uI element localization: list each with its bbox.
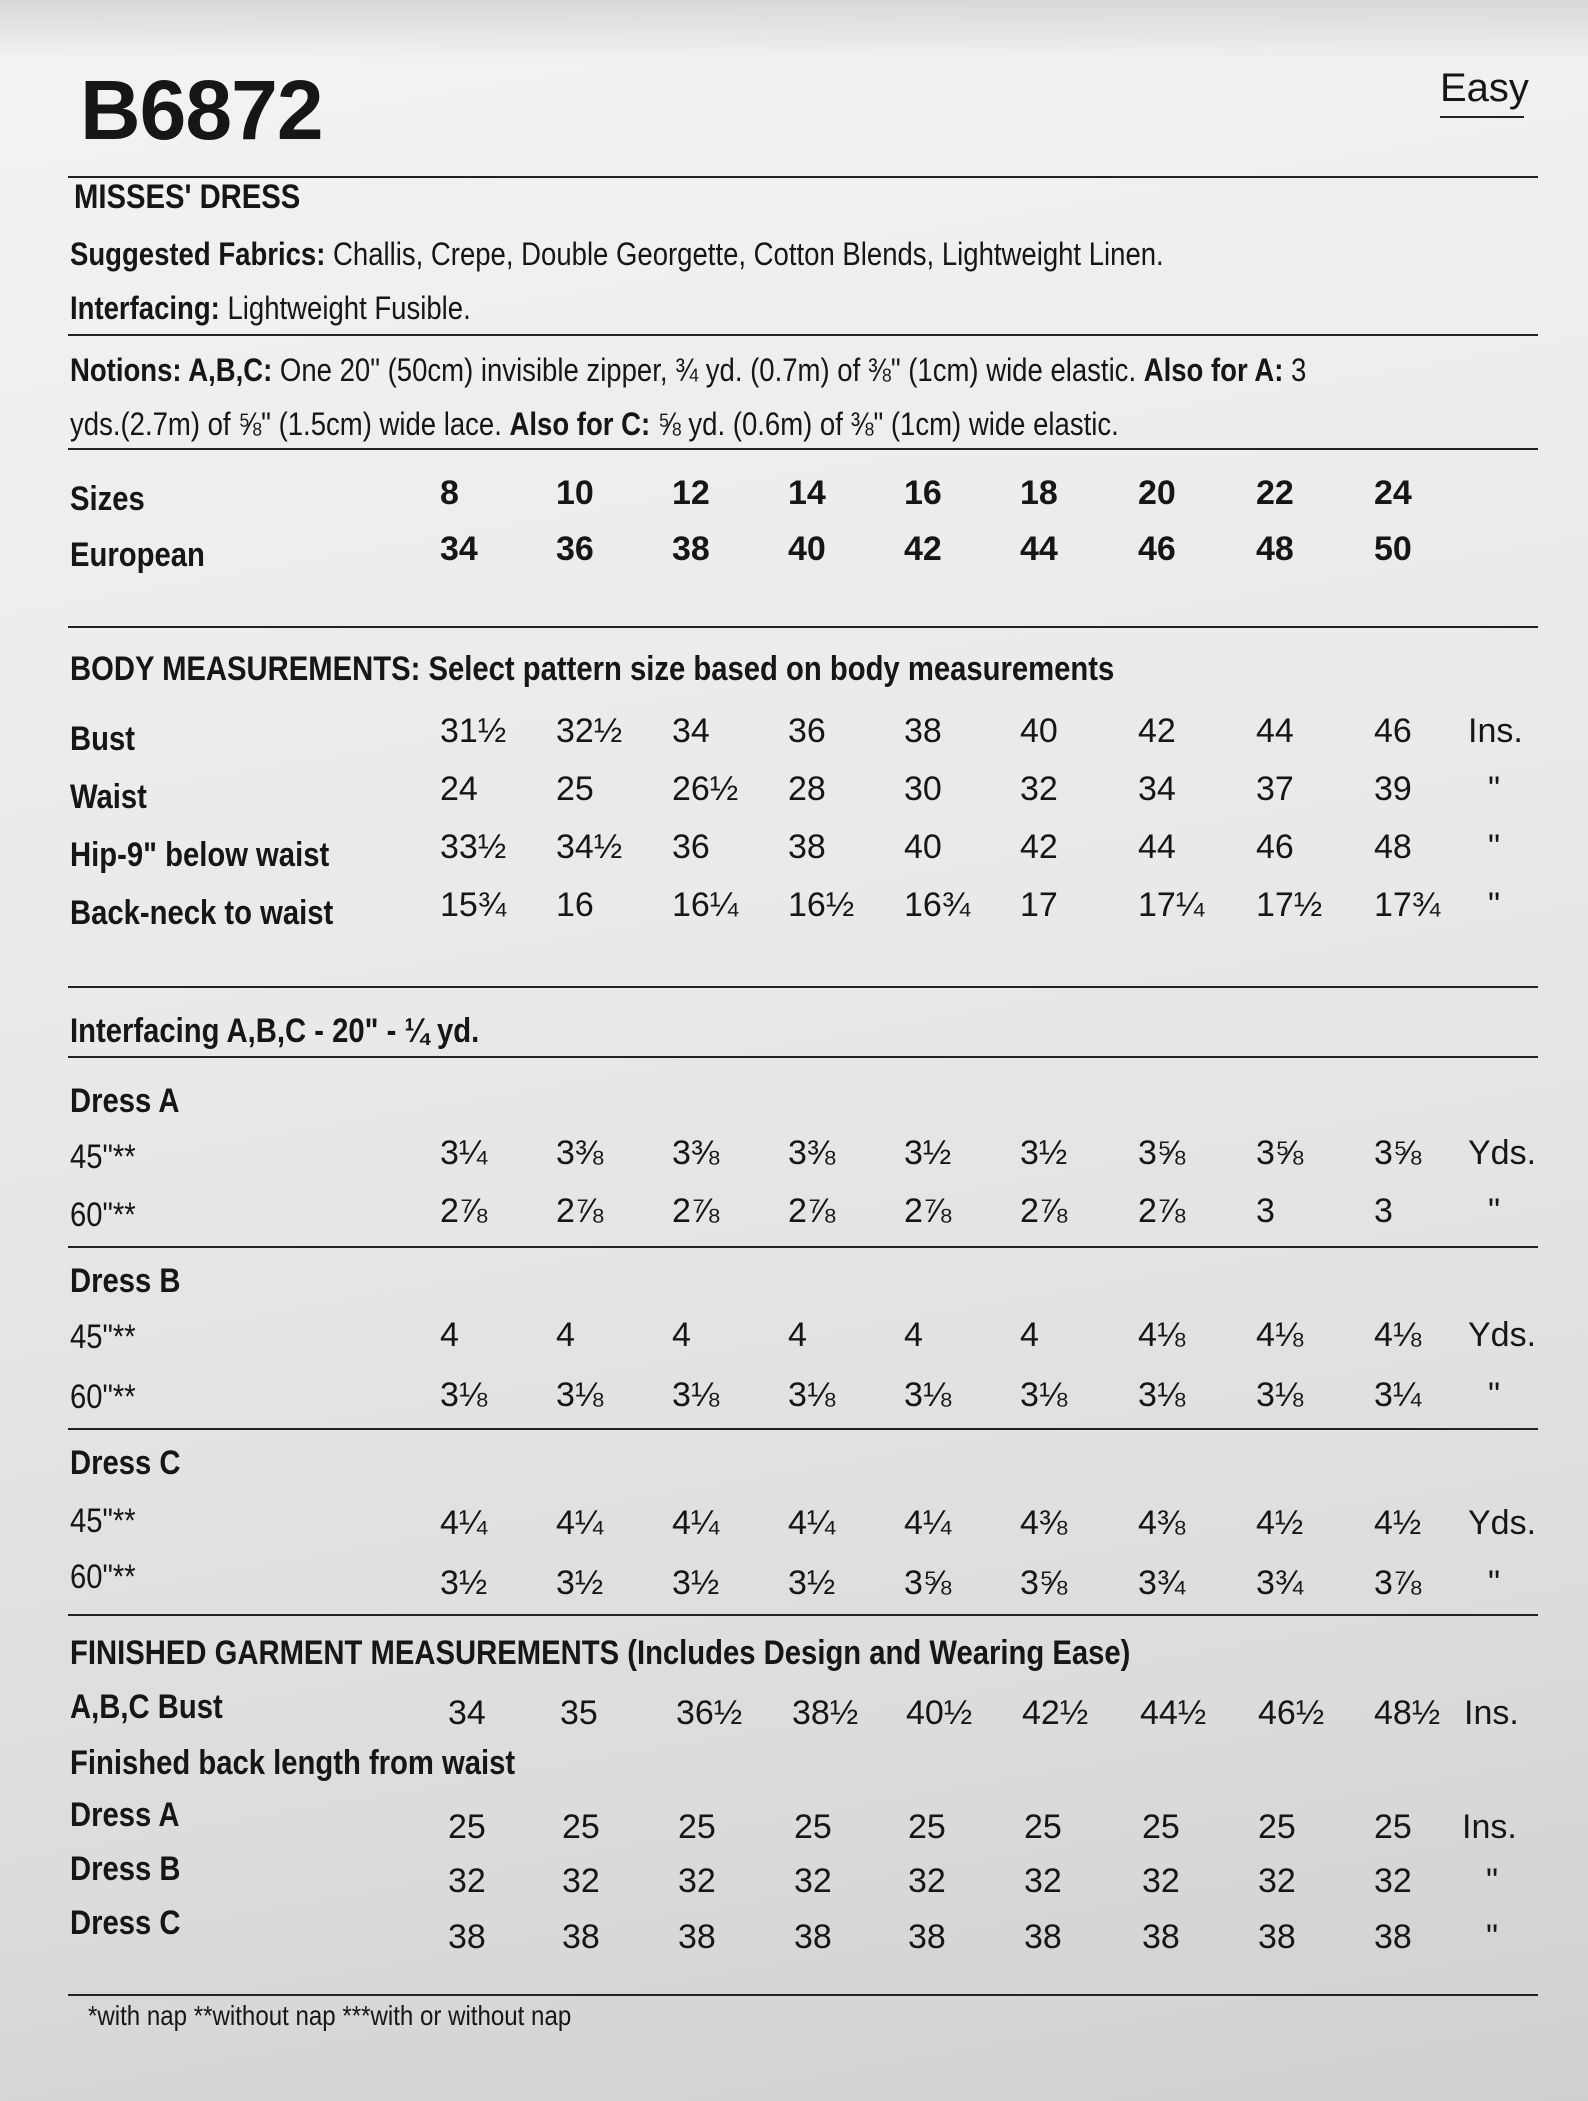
european-size-cell: 36	[556, 530, 594, 568]
measurement-cell: 32½	[556, 712, 623, 750]
european-size-cell: 50	[1374, 530, 1412, 568]
hip-label: Hip-9" below waist	[70, 836, 330, 874]
yardage-cell: 4	[556, 1316, 575, 1354]
yardage-cell: 4⅛	[1256, 1316, 1304, 1354]
european-size-cell: 44	[1020, 530, 1058, 568]
measurement-cell: 37	[1256, 770, 1294, 808]
unit-label: "	[1488, 886, 1501, 924]
finished-cell: 32	[908, 1862, 946, 1900]
yardage-cell: 3⅝	[1256, 1134, 1304, 1172]
yardage-cell: 3	[1256, 1192, 1275, 1230]
measurement-cell: 17¼	[1138, 886, 1205, 924]
measurement-cell: 28	[788, 770, 826, 808]
length-dress-b-row	[0, 1862, 1588, 1906]
divider	[68, 1056, 1538, 1058]
yardage-cell: 2⅞	[556, 1192, 604, 1230]
european-size-cell: 34	[440, 530, 478, 568]
yardage-cell: 4	[1020, 1316, 1039, 1354]
finished-cell: 25	[448, 1808, 486, 1846]
also-for-a-label: Also for A:	[1143, 352, 1284, 388]
yardage-cell: 3½	[556, 1564, 604, 1602]
measurement-cell: 34½	[556, 828, 623, 866]
yardage-cell: 4	[672, 1316, 691, 1354]
unit-label: "	[1486, 1862, 1499, 1900]
measurement-cell: 16¾	[904, 886, 971, 924]
dress-b-heading: Dress B	[70, 1262, 181, 1300]
measurement-cell: 38	[788, 828, 826, 866]
notions-line-1	[70, 352, 1306, 389]
finished-cell: 32	[562, 1862, 600, 1900]
also-for-c-text: ⅝ yd. (0.6m) of ⅜" (1cm) wide elastic.	[650, 406, 1119, 442]
dress-a-45-row	[0, 1134, 1588, 1178]
finished-cell: 32	[1024, 1862, 1062, 1900]
fabric-width-label: 60"**	[70, 1378, 136, 1416]
yardage-cell: 4¼	[440, 1504, 488, 1542]
back-length-heading: Finished back length from waist	[70, 1744, 516, 1782]
measurement-cell: 32	[1020, 770, 1058, 808]
european-size-cell: 38	[672, 530, 710, 568]
dress-c-heading: Dress C	[70, 1444, 181, 1482]
divider	[68, 986, 1538, 988]
measurement-cell: 15¾	[440, 886, 507, 924]
garment-title: MISSES' DRESS	[74, 178, 301, 216]
page-shadow	[0, 0, 1588, 60]
unit-label: Yds.	[1468, 1504, 1537, 1542]
yardage-cell: 2⅞	[1138, 1192, 1186, 1230]
fabric-width-label: 45"**	[70, 1138, 136, 1176]
measurement-cell: 36	[788, 712, 826, 750]
unit-label: Yds.	[1468, 1134, 1537, 1172]
size-cell: 22	[1256, 474, 1294, 512]
fabrics-value: Challis, Crepe, Double Georgette, Cotton Blends, Lightweight Linen.	[325, 236, 1164, 272]
fabric-width-label: 60"**	[70, 1558, 136, 1596]
divider	[68, 1614, 1538, 1616]
european-size-cell: 40	[788, 530, 826, 568]
finished-cell: 25	[678, 1808, 716, 1846]
yardage-cell: 4⅛	[1138, 1316, 1186, 1354]
measurement-cell: 40	[904, 828, 942, 866]
european-size-cell: 46	[1138, 530, 1176, 568]
finished-cell: 25	[908, 1808, 946, 1846]
yardage-cell: 3	[1374, 1192, 1393, 1230]
finished-cell: 35	[560, 1694, 598, 1732]
yardage-cell: 4⅜	[1138, 1504, 1186, 1542]
fabrics-label: Suggested Fabrics:	[70, 236, 326, 272]
dress-a-60-row	[0, 1192, 1588, 1236]
fabric-width-label: 60"**	[70, 1196, 136, 1234]
finished-cell: 38	[678, 1918, 716, 1956]
yardage-cell: 3⅜	[556, 1134, 604, 1172]
european-size-cell: 48	[1256, 530, 1294, 568]
yardage-cell: 3⅜	[672, 1134, 720, 1172]
finished-bust-row	[0, 1694, 1588, 1738]
interfacing-value: Lightweight Fusible.	[219, 290, 471, 326]
dress-c-45-row	[0, 1504, 1588, 1548]
measurement-cell: 16¼	[672, 886, 739, 924]
waist-row	[0, 770, 1588, 814]
yardage-cell: 3⅛	[1020, 1376, 1068, 1414]
finished-cell: 42½	[1022, 1694, 1089, 1732]
finished-cell: 25	[794, 1808, 832, 1846]
yardage-cell: 2⅞	[904, 1192, 952, 1230]
divider	[68, 626, 1538, 628]
finished-cell: 38	[1142, 1918, 1180, 1956]
yardage-cell: 3⅝	[1138, 1134, 1186, 1172]
fabric-width-label: 45"**	[70, 1318, 136, 1356]
notions-lace-text: yds.(2.7m) of ⅝" (1.5cm) wide lace.	[70, 406, 510, 442]
sizes-row	[0, 474, 1588, 518]
finished-cell: 32	[1258, 1862, 1296, 1900]
finished-bust-label: A,B,C Bust	[70, 1688, 223, 1726]
finished-cell: 34	[448, 1694, 486, 1732]
size-cell: 18	[1020, 474, 1058, 512]
divider	[68, 1994, 1538, 1996]
unit-label: "	[1488, 1192, 1501, 1230]
dress-b-60-row	[0, 1376, 1588, 1420]
measurement-cell: 36	[672, 828, 710, 866]
length-dress-b-label: Dress B	[70, 1850, 181, 1888]
finished-cell: 32	[678, 1862, 716, 1900]
measurement-cell: 25	[556, 770, 594, 808]
yardage-cell: 3⅝	[1374, 1134, 1422, 1172]
finished-cell: 25	[1374, 1808, 1412, 1846]
yardage-cell: 3½	[672, 1564, 720, 1602]
unit-label: "	[1488, 1564, 1501, 1602]
finished-cell: 32	[794, 1862, 832, 1900]
divider	[68, 1246, 1538, 1248]
finished-cell: 38	[1258, 1918, 1296, 1956]
yardage-cell: 2⅞	[440, 1192, 488, 1230]
finished-cell: 32	[1374, 1862, 1412, 1900]
yardage-cell: 4½	[1374, 1504, 1422, 1542]
notions-label: Notions: A,B,C:	[70, 352, 273, 388]
finished-cell: 38	[562, 1918, 600, 1956]
finished-cell: 25	[1258, 1808, 1296, 1846]
size-cell: 12	[672, 474, 710, 512]
yardage-cell: 3⅝	[904, 1564, 952, 1602]
pattern-number: B6872	[80, 63, 323, 157]
interfacing-info	[70, 290, 471, 327]
yardage-cell: 3⅛	[904, 1376, 952, 1414]
finished-cell: 48½	[1374, 1694, 1441, 1732]
unit-label: "	[1488, 1376, 1501, 1414]
yardage-cell: 4	[904, 1316, 923, 1354]
measurement-cell: 34	[1138, 770, 1176, 808]
yardage-cell: 3⅛	[672, 1376, 720, 1414]
measurement-cell: 42	[1138, 712, 1176, 750]
finished-cell: 32	[1142, 1862, 1180, 1900]
hip-row	[0, 828, 1588, 872]
notions-text: One 20" (50cm) invisible zipper, ¾ yd. (0.7m) of ⅜" (1cm) wide elastic.	[272, 352, 1144, 388]
measurement-cell: 44	[1256, 712, 1294, 750]
yardage-cell: 4	[788, 1316, 807, 1354]
unit-label: Yds.	[1468, 1316, 1537, 1354]
yardage-cell: 3¾	[1256, 1564, 1304, 1602]
finished-measurements-heading: FINISHED GARMENT MEASUREMENTS (Includes Design and Wearing Ease)	[70, 1634, 1131, 1672]
divider	[68, 1428, 1538, 1430]
measurement-cell: 46	[1256, 828, 1294, 866]
finished-cell: 38	[1374, 1918, 1412, 1956]
european-label: European	[70, 536, 205, 574]
unit-label: Ins.	[1464, 1694, 1519, 1732]
yardage-cell: 3⅞	[1374, 1564, 1422, 1602]
yardage-cell: 2⅞	[1020, 1192, 1068, 1230]
bust-row	[0, 712, 1588, 756]
finished-cell: 25	[1024, 1808, 1062, 1846]
yardage-cell: 3⅛	[440, 1376, 488, 1414]
finished-cell: 25	[562, 1808, 600, 1846]
divider	[68, 334, 1538, 336]
yardage-cell: 3½	[904, 1134, 952, 1172]
unit-label: "	[1488, 828, 1501, 866]
unit-label: Ins.	[1468, 712, 1523, 750]
yardage-cell: 4¼	[672, 1504, 720, 1542]
measurement-cell: 16½	[788, 886, 855, 924]
yardage-cell: 3⅛	[556, 1376, 604, 1414]
yardage-cell: 4¼	[556, 1504, 604, 1542]
bust-label: Bust	[70, 720, 135, 758]
yardage-cell: 3½	[1020, 1134, 1068, 1172]
back-neck-label: Back-neck to waist	[70, 894, 334, 932]
interfacing-label: Interfacing:	[70, 290, 220, 326]
notions-line-2	[70, 406, 1119, 443]
measurement-cell: 48	[1374, 828, 1412, 866]
finished-cell: 36½	[676, 1694, 743, 1732]
measurement-cell: 17¾	[1374, 886, 1441, 924]
finished-cell: 38	[794, 1918, 832, 1956]
size-cell: 20	[1138, 474, 1176, 512]
yardage-cell: 3¼	[440, 1134, 488, 1172]
measurement-cell: 24	[440, 770, 478, 808]
length-dress-a-row	[0, 1808, 1588, 1852]
yardage-cell: 2⅞	[788, 1192, 836, 1230]
level-underline	[1440, 116, 1524, 118]
yardage-cell: 4¼	[904, 1504, 952, 1542]
measurement-cell: 26½	[672, 770, 739, 808]
interfacing-yardage: Interfacing A,B,C - 20" - ¼ yd.	[70, 1012, 480, 1050]
dress-a-heading: Dress A	[70, 1082, 180, 1120]
size-cell: 14	[788, 474, 826, 512]
european-sizes-row	[0, 530, 1588, 574]
yardage-cell: 3⅛	[788, 1376, 836, 1414]
european-size-cell: 42	[904, 530, 942, 568]
finished-cell: 44½	[1140, 1694, 1207, 1732]
yardage-cell: 3½	[788, 1564, 836, 1602]
yardage-cell: 3⅛	[1256, 1376, 1304, 1414]
measurement-cell: 17½	[1256, 886, 1323, 924]
measurement-cell: 46	[1374, 712, 1412, 750]
measurement-cell: 31½	[440, 712, 507, 750]
dress-b-45-row	[0, 1316, 1588, 1360]
difficulty-level: Easy	[1440, 66, 1529, 110]
yardage-cell: 2⅞	[672, 1192, 720, 1230]
fabric-width-label: 45"**	[70, 1502, 136, 1540]
length-dress-a-label: Dress A	[70, 1796, 180, 1834]
yardage-cell: 3⅜	[788, 1134, 836, 1172]
measurement-cell: 38	[904, 712, 942, 750]
suggested-fabrics	[70, 236, 1164, 273]
finished-cell: 25	[1142, 1808, 1180, 1846]
length-dress-c-row	[0, 1918, 1588, 1962]
finished-cell: 38½	[792, 1694, 859, 1732]
unit-label: "	[1488, 770, 1501, 808]
dress-c-60-row	[0, 1564, 1588, 1608]
yardage-cell: 3⅝	[1020, 1564, 1068, 1602]
yardage-cell: 4¼	[788, 1504, 836, 1542]
measurement-cell: 17	[1020, 886, 1058, 924]
measurement-cell: 42	[1020, 828, 1058, 866]
size-cell: 10	[556, 474, 594, 512]
nap-footnote: *with nap **without nap ***with or without nap	[88, 2000, 572, 2031]
yardage-cell: 3¾	[1138, 1564, 1186, 1602]
yardage-cell: 3⅛	[1138, 1376, 1186, 1414]
yardage-cell: 4½	[1256, 1504, 1304, 1542]
waist-label: Waist	[70, 778, 147, 816]
yardage-cell: 3½	[440, 1564, 488, 1602]
unit-label: "	[1486, 1918, 1499, 1956]
size-cell: 8	[440, 474, 459, 512]
size-cell: 16	[904, 474, 942, 512]
measurement-cell: 30	[904, 770, 942, 808]
unit-label: Ins.	[1462, 1808, 1517, 1846]
measurement-cell: 16	[556, 886, 594, 924]
yardage-cell: 4⅜	[1020, 1504, 1068, 1542]
measurement-cell: 40	[1020, 712, 1058, 750]
measurement-cell: 39	[1374, 770, 1412, 808]
back-neck-row	[0, 886, 1588, 930]
sizes-label: Sizes	[70, 480, 145, 518]
finished-cell: 46½	[1258, 1694, 1325, 1732]
measurement-cell: 34	[672, 712, 710, 750]
divider	[68, 448, 1538, 450]
body-measurements-heading: BODY MEASUREMENTS: Select pattern size based on body measurements	[70, 650, 1115, 688]
measurement-cell: 33½	[440, 828, 507, 866]
size-cell: 24	[1374, 474, 1412, 512]
measurement-cell: 44	[1138, 828, 1176, 866]
also-for-a-text: 3	[1283, 352, 1307, 388]
length-dress-c-label: Dress C	[70, 1904, 181, 1942]
also-for-c-label: Also for C:	[509, 406, 651, 442]
finished-cell: 38	[1024, 1918, 1062, 1956]
finished-cell: 38	[908, 1918, 946, 1956]
finished-cell: 38	[448, 1918, 486, 1956]
finished-cell: 40½	[906, 1694, 973, 1732]
yardage-cell: 4	[440, 1316, 459, 1354]
yardage-cell: 4⅛	[1374, 1316, 1422, 1354]
yardage-cell: 3¼	[1374, 1376, 1422, 1414]
finished-cell: 32	[448, 1862, 486, 1900]
